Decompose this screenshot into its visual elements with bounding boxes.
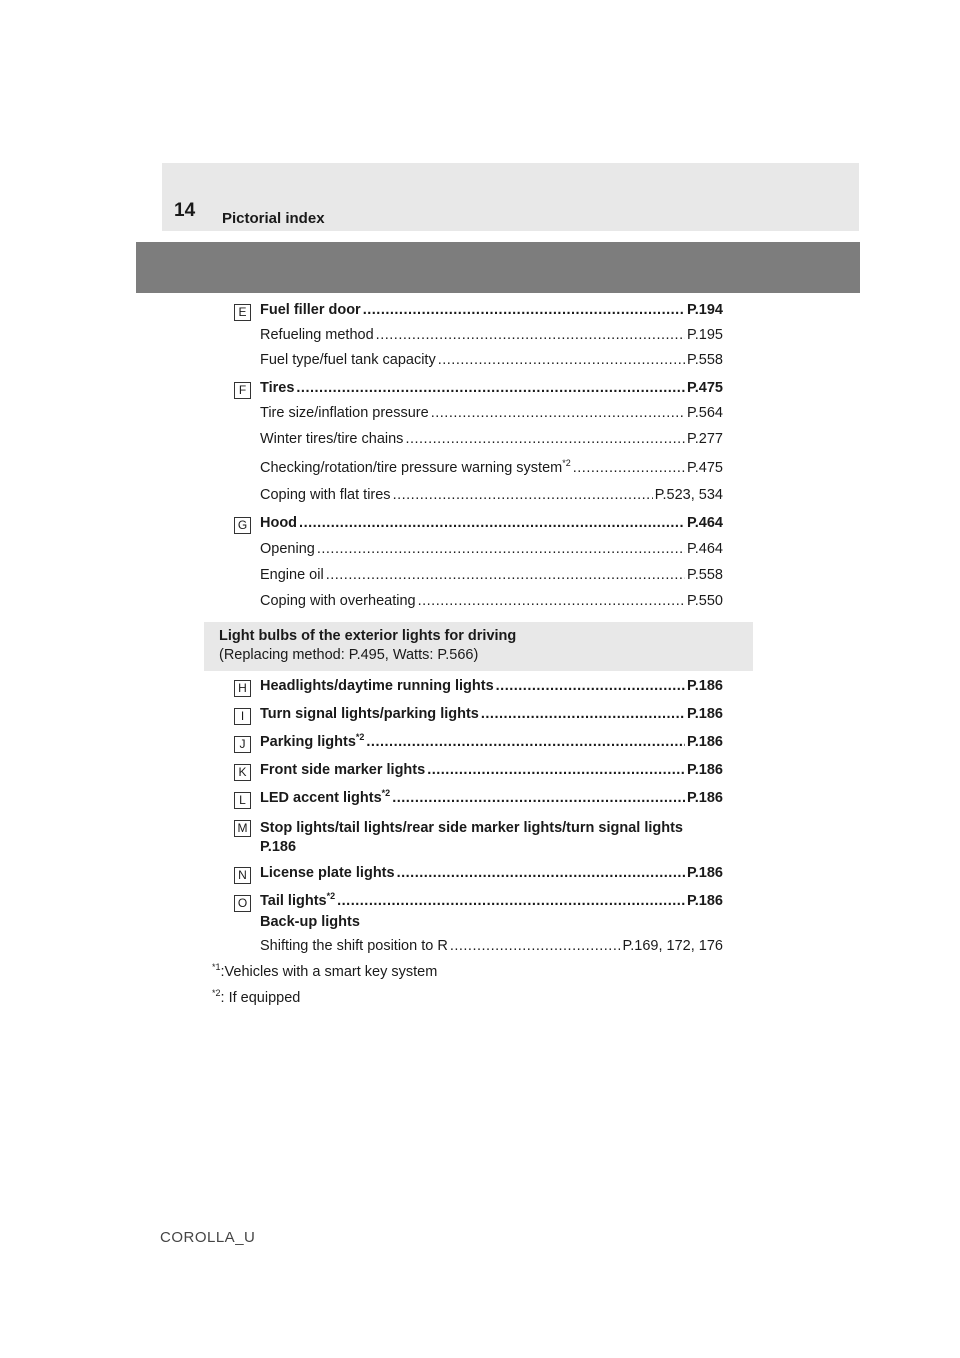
index-entry-shift-position[interactable]: Shifting the shift position to R ..... P.169, 172, 176 (260, 938, 723, 960)
section-banner (136, 242, 860, 293)
info-box-title: Light bulbs of the exterior lights for driving (219, 628, 517, 644)
page-ref[interactable]: P.186 (686, 893, 723, 909)
letter-box-g: G (234, 517, 251, 534)
letter-box-h: H (234, 680, 251, 697)
footnote-mark: *2 (326, 891, 336, 901)
page-ref[interactable]: P.464 (686, 515, 723, 531)
footnote-mark: *2 (212, 988, 221, 998)
index-entry-hood[interactable]: Hood ..... P.464 (260, 515, 723, 537)
letter-box-k: K (234, 764, 251, 781)
index-entry-tire-pressure-warning[interactable]: Checking/rotation/tire pressure warning system$^{*2}$ ..... P.475 (260, 460, 723, 482)
page-ref[interactable]: P.186 (260, 839, 297, 855)
page-ref[interactable]: P.558 (686, 352, 723, 368)
letter-box-o: O (234, 895, 251, 912)
info-box-subtitle: (Replacing method: P.495, Watts: P.566) (219, 647, 479, 663)
letter-box-j: J (234, 736, 251, 753)
index-entry-winter-tires[interactable]: Winter tires/tire chains ..... P.277 (260, 431, 723, 453)
index-entry-flat-tires[interactable]: Coping with flat tires ..... P.523, 534 (260, 487, 723, 509)
page-ref[interactable]: P.194 (686, 302, 723, 318)
page-ref[interactable]: P.186 (686, 790, 723, 806)
index-entry-license-plate-lights[interactable]: License plate lights ..... P.186 (260, 865, 723, 887)
footnote-2: $^{*2}$: If equipped (212, 988, 301, 1006)
index-entry-tires[interactable]: Tires ..... P.475 (260, 380, 723, 402)
index-entry-led-accent-lights[interactable]: LED accent lights$^{*2}$ ..... P.186 (260, 790, 723, 812)
letter-box-f: F (234, 382, 251, 399)
page-ref[interactable]: P.523, 534 (654, 487, 723, 503)
page-ref[interactable]: P.464 (686, 541, 723, 557)
footnote-mark: *2 (562, 458, 571, 468)
index-entry-headlights[interactable]: Headlights/daytime running lights ..... P.186 (260, 678, 723, 700)
page-ref[interactable]: P.195 (686, 327, 723, 343)
footnote-1: $^{*1}$:Vehicles with a smart key system (212, 962, 438, 980)
footnote-mark: *2 (381, 788, 391, 798)
page-ref[interactable]: P.558 (686, 567, 723, 583)
index-entry-fuel-type[interactable]: Fuel type/fuel tank capacity ..... P.558 (260, 352, 723, 374)
page-ref[interactable]: P.277 (686, 431, 723, 447)
index-entry-opening[interactable]: Opening ..... P.464 (260, 541, 723, 563)
index-entry-turn-signal-lights[interactable]: Turn signal lights/parking lights ..... P.186 (260, 706, 723, 728)
section-title: Pictorial index (222, 210, 325, 227)
page-ref[interactable]: P.169, 172, 176 (622, 938, 723, 954)
index-entry-fuel-filler-door[interactable]: Fuel filler door ..... P.194 (260, 302, 723, 324)
index-entry-back-up-lights: Back-up lights (260, 914, 360, 930)
page-ref[interactable]: P.550 (686, 593, 723, 609)
index-entry-engine-oil[interactable]: Engine oil ..... P.558 (260, 567, 723, 589)
footnote-mark: *2 (355, 732, 365, 742)
index-entry-tail-lights[interactable]: Tail lights$^{*2}$ ..... P.186 (260, 893, 723, 915)
page-ref[interactable]: P.186 (686, 706, 723, 722)
letter-box-e: E (234, 304, 251, 321)
index-entry-refueling-method[interactable]: Refueling method ..... P.195 (260, 327, 723, 349)
index-entry-parking-lights[interactable]: Parking lights$^{*2}$ ..... P.186 (260, 734, 723, 756)
page-ref[interactable]: P.186 (686, 762, 723, 778)
footnote-mark: *1 (212, 962, 221, 972)
page-ref[interactable]: P.475 (686, 460, 723, 476)
letter-box-n: N (234, 867, 251, 884)
page-ref[interactable]: P.186 (686, 678, 723, 694)
page-ref[interactable]: P.475 (686, 380, 723, 396)
index-entry-front-side-marker[interactable]: Front side marker lights ..... P.186 (260, 762, 723, 784)
page-ref[interactable]: P.186 (686, 734, 723, 750)
letter-box-m: M (234, 820, 251, 837)
footer-model-label: COROLLA_U (160, 1229, 256, 1246)
page-number: 14 (174, 200, 196, 221)
index-entry-overheating[interactable]: Coping with overheating ..... P.550 (260, 593, 723, 615)
letter-box-i: I (234, 708, 251, 725)
index-entry-stop-lights[interactable]: Stop lights/tail lights/rear side marker lights/turn signal lights (260, 820, 683, 836)
letter-box-l: L (234, 792, 251, 809)
page-ref[interactable]: P.564 (686, 405, 723, 421)
page-ref[interactable]: P.186 (686, 865, 723, 881)
index-entry-tire-size[interactable]: Tire size/inflation pressure ..... P.564 (260, 405, 723, 427)
